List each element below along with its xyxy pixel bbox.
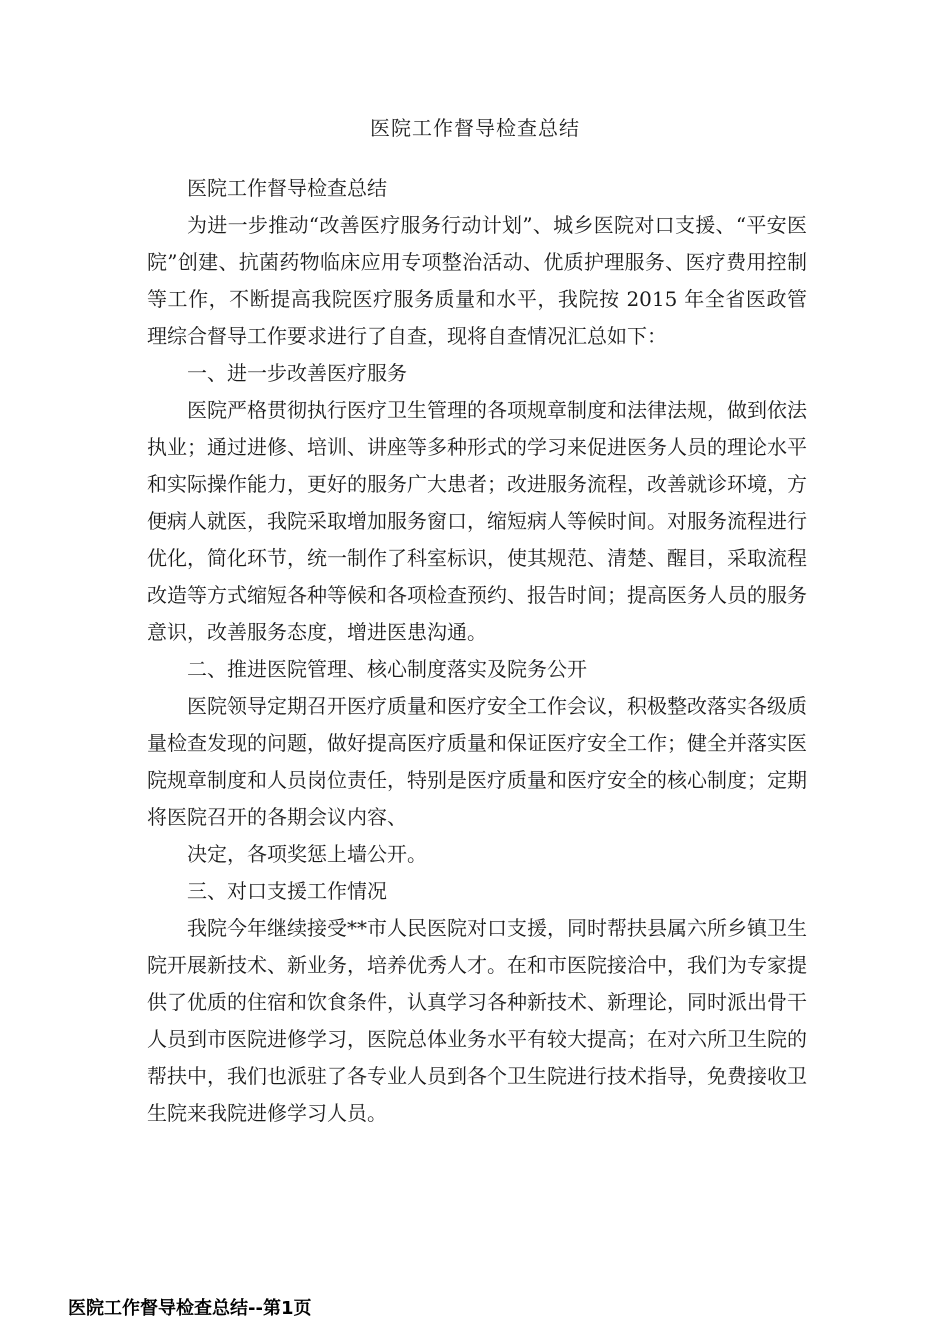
section-heading: 三、对口支援工作情况: [187, 879, 387, 903]
document-body: [147, 170, 807, 1132]
body-paragraph: 为进一步推动“改善医疗服务行动计划”、城乡医院对口支援、“平安医院”创建、抗菌药物临床应用专项整治活动、优质护理服务、医疗费用控制等工作，不断提高我院医疗服务质量和水平，我院按 2015 年全省医政管理综合督导工作要求进行了自查，现将自查情况汇总如下：: [147, 213, 807, 348]
page-footer: 医院工作督导检查总结--第1页: [68, 1298, 312, 1319]
body-paragraph: 我院今年继续接受**市人民医院对口支援，同时帮扶县属六所乡镇卫生院开展新技术、新业务，培养优秀人才。在和市医院接洽中，我们为专家提供了优质的住宿和饮食条件，认真学习各种新技术、新理论，同时派出骨干人员到市医院进修学习，医院总体业务水平有较大提高；在对六所卫生院的帮扶中，我们也派驻了各专业人员到各个卫生院进行技术指导，免费接收卫生院来我院进修学习人员。: [147, 916, 807, 1125]
body-paragraph: 医院工作督导检查总结: [187, 176, 387, 200]
body-paragraph: 医院严格贯彻执行医疗卫生管理的各项规章制度和法律法规，做到依法执业；通过进修、培训、讲座等多种形式的学习来促进医务人员的理论水平和实际操作能力，更好的服务广大患者；改进服务流程，改善就诊环境，方便病人就医，我院采取增加服务窗口，缩短病人等候时间。对服务流程进行优化，简化环节，统一制作了科室标识，使其规范、清楚、醒目，采取流程改造等方式缩短各种等候和各项检查预约、报告时间；提高医务人员的服务意识，改善服务态度，增进医患沟通。: [147, 398, 807, 644]
body-paragraph: 决定，各项奖惩上墙公开。: [187, 842, 427, 866]
section-heading: 一、进一步改善医疗服务: [187, 361, 407, 385]
section-heading: 二、推进医院管理、核心制度落实及院务公开: [187, 657, 587, 681]
document-title: 医院工作督导检查总结: [370, 116, 580, 140]
body-paragraph: 医院领导定期召开医疗质量和医疗安全工作会议，积极整改落实各级质量检查发现的问题，做好提高医疗质量和保证医疗安全工作；健全并落实医院规章制度和人员岗位责任，特别是医疗质量和医疗安全的核心制度；定期将医院召开的各期会议内容、: [147, 694, 807, 829]
